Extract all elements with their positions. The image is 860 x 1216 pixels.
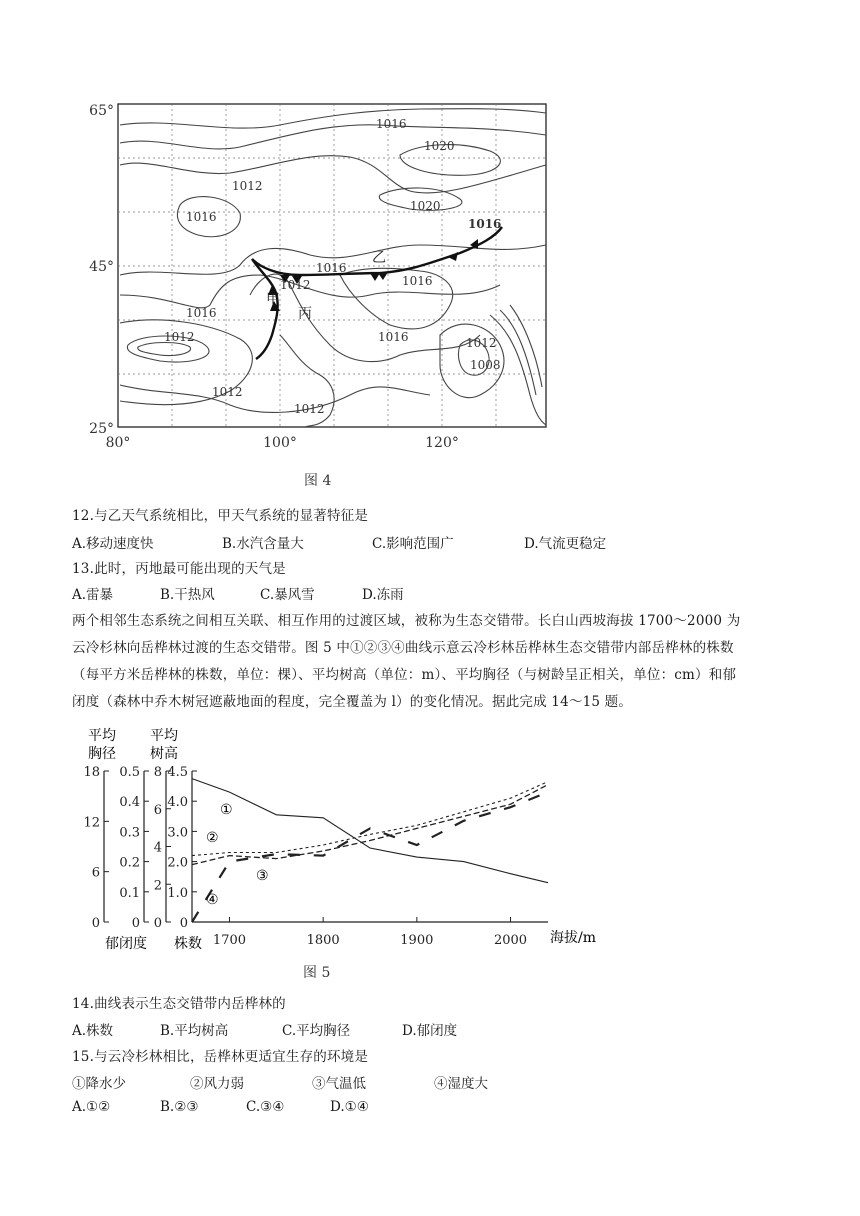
- curve-label-2: ②: [206, 830, 219, 846]
- isobar-label: 1020: [424, 139, 455, 153]
- isobar-label: 1012: [164, 330, 195, 344]
- diameter-axis-tick-label: 0: [91, 916, 100, 931]
- q14-option-b: B.平均树高: [160, 1023, 229, 1039]
- count-axis-tick-label: 0: [179, 916, 188, 931]
- count-axis-tick-label: 2.0: [167, 855, 188, 871]
- ecotone-chart-svg: [80, 722, 600, 962]
- system-label-jia: 甲: [266, 292, 280, 308]
- passage-line: 云冷杉林向岳桦林过渡的生态交错带。图 5 中①②③④曲线示意云冷杉林岳桦林生态交错带内部岳桦林的株数: [72, 640, 734, 656]
- diameter-axis-tick-label: 12: [83, 815, 100, 831]
- isobar-label: 1012: [294, 402, 325, 416]
- q15-condition-2: ②风力弱: [190, 1076, 244, 1092]
- lon-label: 120°: [425, 435, 459, 451]
- q13-option-a: A.雷暴: [72, 587, 114, 603]
- isobar-label: 1016: [468, 217, 502, 231]
- count-axis-tick-label: 4.5: [167, 765, 188, 780]
- canopy-axis-tick-label: 0.3: [119, 825, 140, 841]
- figure-5-caption: 图 5: [303, 965, 331, 981]
- system-label-bing: 丙: [298, 306, 312, 322]
- isobar-label: 1012: [280, 278, 311, 292]
- canopy-axis-tick-label: 0: [131, 916, 140, 931]
- count-axis-tick-label: 4.0: [167, 795, 188, 811]
- q15-condition-3: ③气温低: [312, 1076, 366, 1092]
- lat-label: 45°: [89, 259, 114, 275]
- series-line-1: [192, 779, 548, 883]
- q15-option-b: B.②③: [160, 1099, 199, 1115]
- q12-option-c: C.影响范围广: [372, 536, 454, 552]
- lon-label: 80°: [105, 435, 131, 451]
- passage-line: 两个相邻生态系统之间相互关联、相互作用的过渡区域，被称为生态交错带。长白山西坡海拔 1700～2000 为: [72, 613, 741, 629]
- height-axis-tick-label: 4: [153, 840, 162, 856]
- series-line-2: [192, 782, 548, 856]
- canopy-axis-tick-label: 0.4: [119, 795, 140, 811]
- isobar-label: 1016: [186, 210, 217, 224]
- q15-option-d: D.①④: [330, 1099, 369, 1115]
- isobar-label: 1012: [466, 336, 497, 350]
- x-axis-tick-label: 2000: [493, 933, 528, 948]
- figure-4-isobar-map: [80, 95, 560, 455]
- system-label-yi: 乙: [372, 250, 386, 266]
- diameter-axis-tick-label: 6: [91, 865, 100, 881]
- lat-label: 65°: [89, 103, 114, 119]
- axis-title-canopy: 郁闭度: [105, 936, 147, 952]
- q15-option-a: A.①②: [72, 1099, 111, 1115]
- q15-option-c: C.③④: [246, 1099, 285, 1115]
- isobar-map-svg: [80, 95, 560, 455]
- canopy-axis-tick-label: 0.5: [119, 765, 140, 780]
- isobar-label: 1016: [402, 274, 433, 288]
- isobar-label: 1012: [212, 385, 243, 399]
- count-axis-tick-label: 3.0: [167, 825, 188, 841]
- count-axis-tick-label: 1.0: [167, 885, 188, 901]
- q13-option-d: D.冻雨: [362, 587, 404, 603]
- q12-option-b: B.水汽含量大: [222, 536, 304, 552]
- curve-label-3: ③: [256, 868, 269, 884]
- figure-5-chart: [80, 722, 600, 962]
- isobar-label: 1016: [378, 330, 409, 344]
- q15-condition-1: ①降水少: [72, 1076, 126, 1092]
- q15-condition-4: ④湿度大: [434, 1076, 488, 1092]
- q12-option-a: A.移动速度快: [72, 536, 154, 552]
- isobar-label: 1008: [470, 358, 501, 372]
- isobar-label: 1016: [186, 306, 217, 320]
- isobar-label: 1016: [376, 117, 407, 131]
- height-axis-tick-label: 2: [153, 878, 162, 894]
- axis-title-diameter-top: 平均: [88, 728, 116, 744]
- axis-title-height-top: 平均: [150, 728, 178, 744]
- x-axis-tick-label: 1900: [400, 933, 434, 948]
- axis-title-diameter-bottom: 胸径: [88, 746, 116, 762]
- x-axis-tick-label: 1700: [212, 933, 247, 948]
- canopy-axis-tick-label: 0.2: [119, 855, 140, 871]
- axis-title-count: 株数: [174, 936, 202, 952]
- diameter-axis-tick-label: 18: [83, 765, 100, 780]
- lon-label: 100°: [263, 435, 297, 451]
- axis-title-altitude: 海拔/m: [550, 930, 596, 946]
- x-axis-tick-label: 1800: [306, 933, 340, 948]
- q12-option-d: D.气流更稳定: [524, 536, 607, 552]
- height-axis-tick-label: 0: [153, 916, 162, 931]
- curve-label-1: ①: [220, 802, 233, 818]
- q13-option-b: B.干热风: [160, 587, 215, 603]
- height-axis-tick-label: 6: [153, 802, 162, 818]
- isobar-label: 1020: [410, 199, 441, 213]
- q14-option-c: C.平均胸径: [282, 1023, 351, 1039]
- q13-stem: 13.此时，丙地最可能出现的天气是: [72, 561, 286, 577]
- height-axis-tick-label: 8: [153, 765, 162, 780]
- q12-stem: 12.与乙天气系统相比，甲天气系统的显著特征是: [72, 508, 369, 524]
- passage-line: （每平方米岳桦林的株数，单位：棵）、平均树高（单位：m）、平均胸径（与树龄呈正相关，单位：cm）和郁: [72, 667, 737, 683]
- figure-4-caption: 图 4: [304, 473, 332, 489]
- series-line-3: [192, 785, 548, 865]
- axis-title-height-bottom: 树高: [150, 746, 178, 762]
- q13-option-c: C.暴风雪: [260, 587, 315, 603]
- lat-label: 25°: [89, 421, 114, 437]
- q15-stem: 15.与云冷杉林相比，岳桦林更适宜生存的环境是: [72, 1049, 369, 1065]
- isobar-label: 1012: [232, 179, 263, 193]
- q14-option-d: D.郁闭度: [402, 1023, 458, 1039]
- q14-stem: 14.曲线表示生态交错带内岳桦林的: [72, 996, 286, 1012]
- q14-option-a: A.株数: [72, 1023, 114, 1039]
- isobar-label: 1016: [316, 261, 347, 275]
- passage-line: 闭度（森林中乔木树冠遮蔽地面的程度，完全覆盖为 l）的变化情况。据此完成 14～15 题。: [72, 694, 633, 710]
- curve-label-4: ④: [206, 892, 219, 908]
- canopy-axis-tick-label: 0.1: [119, 885, 140, 901]
